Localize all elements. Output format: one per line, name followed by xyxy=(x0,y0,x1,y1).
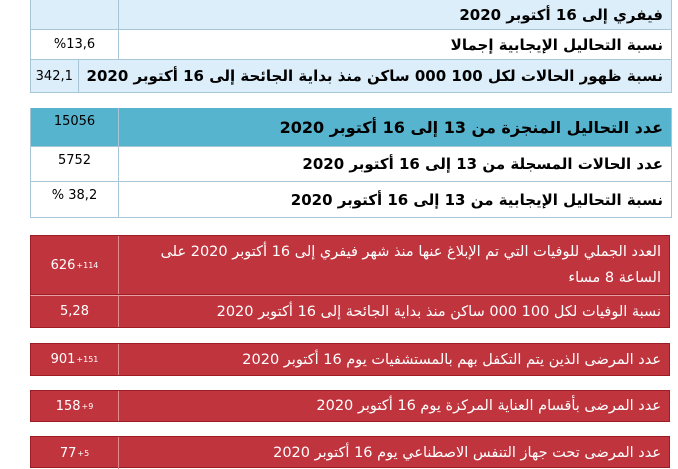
icu-number: 158 xyxy=(55,398,81,414)
deaths-label: العدد الجملي للوفيات التي تم الإبلاغ عنها منذ شهر فيفري إلى 16 أكتوبر 2020 على الساعة 8 مساء xyxy=(160,244,661,286)
icu-label: عدد المرضى بأقسام العناية المركزة يوم 16 أكتوبر 2020 xyxy=(316,398,661,414)
icu-row xyxy=(30,390,670,422)
stat-row xyxy=(31,147,671,182)
tests-stats-table xyxy=(30,108,672,218)
death-rate-value: 5,28 xyxy=(31,296,119,327)
cases-value: 5752 xyxy=(31,147,119,181)
stat-row xyxy=(31,0,671,30)
stat-label: فيفري إلى 16 أكتوبر 2020 xyxy=(459,5,663,24)
cases-label: عدد الحالات المسجلة من 13 إلى 16 أكتوبر 2020 xyxy=(302,155,663,173)
hospital-row xyxy=(30,343,670,376)
death-rate-row xyxy=(30,295,670,328)
death-rate-label: نسبة الوفيات لكل 100 000 ساكن منذ بداية الجائحة إلى 16 أكتوبر 2020 xyxy=(216,303,661,320)
ventilator-value xyxy=(31,437,119,469)
tests-count-value: 15056 xyxy=(31,108,119,146)
stat-row xyxy=(31,30,671,60)
hospital-number: 901 xyxy=(50,352,76,367)
positivity-label: نسبة التحاليل الإيجابية من 13 إلى 16 أكتوبر 2020 xyxy=(290,190,663,209)
deaths-delta: +114 xyxy=(76,260,99,270)
ventilator-number: 77 xyxy=(59,445,77,461)
ventilator-row xyxy=(30,436,670,468)
stat-value: 342,1 xyxy=(31,60,79,92)
stat-label: نسبة ظهور الحالات لكل 100 000 ساكن منذ بداية الجائحة إلى 16 أكتوبر 2020 xyxy=(86,67,663,85)
tests-header-row xyxy=(31,108,671,147)
deaths-number: 626 xyxy=(50,257,76,273)
hospital-value xyxy=(31,344,119,375)
stat-row xyxy=(31,60,671,93)
deaths-value xyxy=(31,236,119,294)
hospital-delta: +151 xyxy=(76,355,99,364)
deaths-row xyxy=(30,235,670,295)
icu-value xyxy=(31,391,119,421)
positivity-value: % 38,2 xyxy=(31,182,119,217)
stat-label: نسبة التحاليل الإيجابية إجمالا xyxy=(450,35,663,54)
tests-count-label: عدد التحاليل المنجزة من 13 إلى 16 أكتوبر 2020 xyxy=(279,117,663,137)
stat-row xyxy=(31,182,671,218)
ventilator-delta: +5 xyxy=(77,448,90,458)
cumulative-stats-table xyxy=(30,0,672,93)
stat-value: %13,6 xyxy=(31,30,119,59)
ventilator-label: عدد المرضى تحت جهاز التنفس الاصطناعي يوم 16 أكتوبر 2020 xyxy=(273,445,661,461)
icu-delta: +9 xyxy=(81,401,94,411)
hospital-label: عدد المرضى الذين يتم التكفل بهم بالمستشفيات يوم 16 أكتوبر 2020 xyxy=(242,351,661,368)
stat-value xyxy=(31,0,119,29)
